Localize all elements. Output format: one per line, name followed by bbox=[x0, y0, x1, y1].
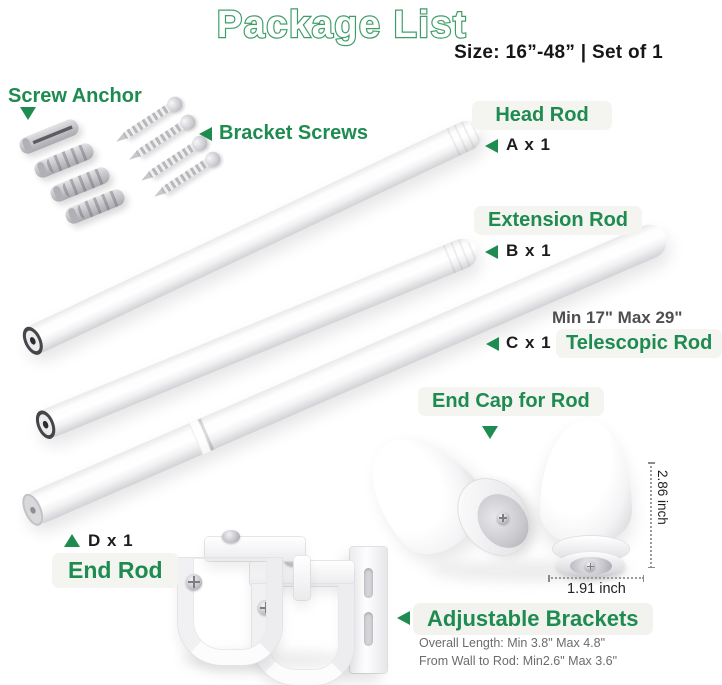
bracket-riser bbox=[294, 556, 310, 600]
arrow-left-icon bbox=[199, 127, 212, 141]
end-cap-standing-screw bbox=[585, 561, 595, 571]
head-rod-qty: A x 1 bbox=[506, 135, 552, 154]
end-cap-standing-image bbox=[540, 420, 632, 546]
telescopic-rod-qty: C x 1 bbox=[506, 333, 552, 352]
bracket-screws-label: Bracket Screws bbox=[219, 122, 368, 144]
head-rod-open-end bbox=[19, 324, 47, 358]
page-title-graphic bbox=[205, 0, 480, 48]
telescopic-rod-range: Min 17" Max 29" bbox=[552, 308, 683, 327]
end-cap-lying-screw bbox=[497, 512, 509, 524]
arrow-left-icon bbox=[486, 337, 499, 351]
height-dimension-line bbox=[650, 462, 652, 568]
arrow-up-icon bbox=[64, 534, 80, 547]
end-cap-label: End Cap for Rod bbox=[418, 387, 604, 416]
cap-diameter-dimension: 1.91 inch bbox=[567, 581, 626, 597]
extension-rod-qty: B x 1 bbox=[506, 241, 552, 260]
end-rod-label: End Rod bbox=[52, 553, 179, 588]
telescopic-rod-end-face bbox=[18, 491, 47, 529]
extension-rod-label: Extension Rod bbox=[474, 206, 642, 235]
adjustable-brackets-label: Adjustable Brackets bbox=[413, 603, 653, 635]
bracket-hook-screw bbox=[186, 574, 202, 590]
end-rod-qty: D x 1 bbox=[88, 531, 134, 550]
arrow-down-icon bbox=[482, 426, 498, 439]
bracket-wall-plate bbox=[350, 547, 387, 673]
size-info: Size: 16”-48” | Set of 1 bbox=[454, 42, 663, 63]
extension-rod-threaded-end bbox=[443, 235, 480, 273]
bracket-arm-screw bbox=[222, 530, 240, 543]
arrow-left-icon bbox=[397, 611, 410, 625]
head-rod-label: Head Rod bbox=[472, 101, 612, 130]
extension-rod-open-end bbox=[32, 408, 59, 442]
screw-anchor-label: Screw Anchor bbox=[8, 85, 142, 107]
cap-height-dimension: 2.86 inch bbox=[655, 470, 670, 525]
arrow-left-icon bbox=[485, 139, 498, 153]
brackets-overall-length-spec: Overall Length: Min 3.8" Max 4.8" bbox=[419, 636, 606, 650]
telescopic-rod-label: Telescopic Rod bbox=[556, 329, 722, 358]
arrow-down-icon bbox=[20, 107, 36, 120]
width-dimension-line bbox=[548, 577, 644, 579]
brackets-wall-to-rod-spec: From Wall to Rod: Min2.6" Max 3.6" bbox=[419, 654, 618, 668]
page-title: Package List bbox=[216, 4, 468, 46]
arrow-left-icon bbox=[485, 245, 498, 259]
